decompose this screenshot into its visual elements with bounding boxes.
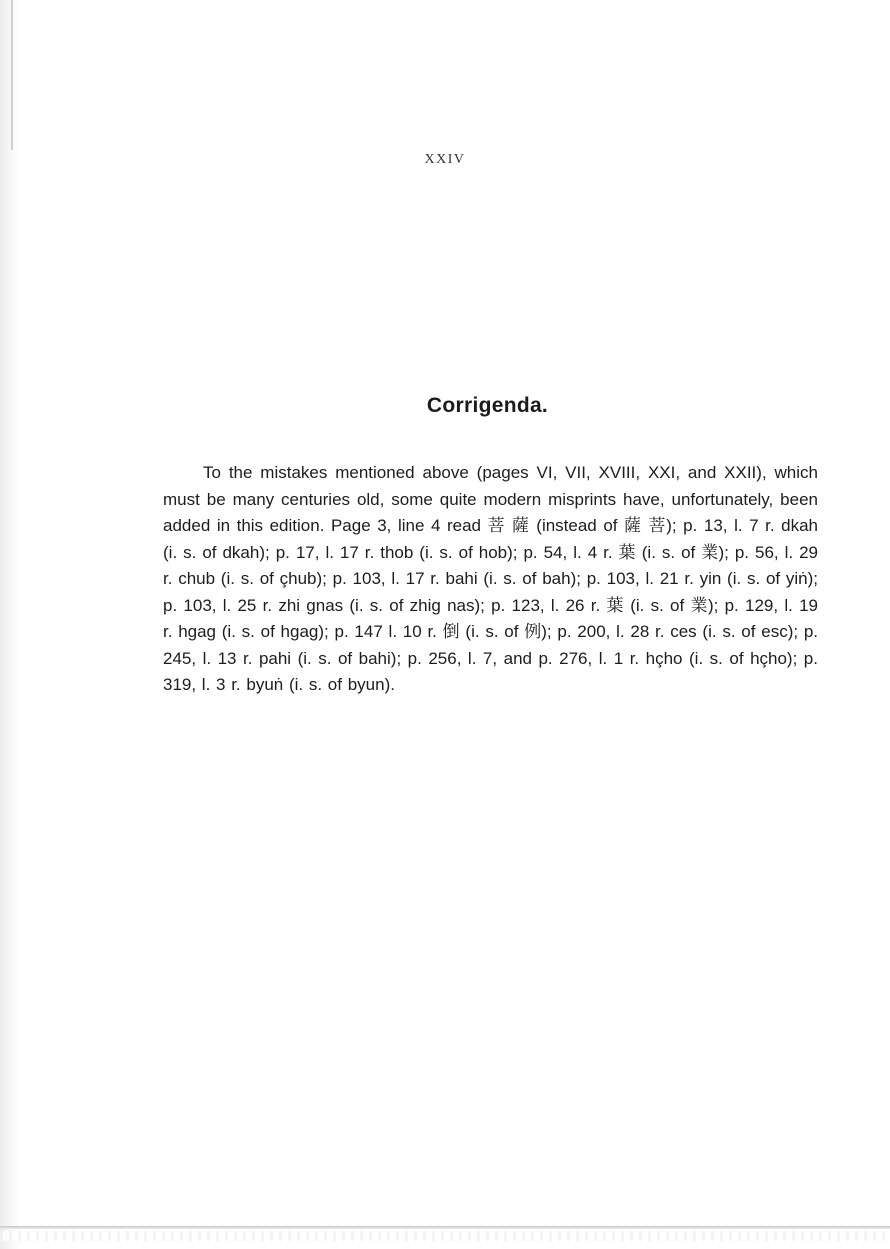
bottom-scan-noise xyxy=(0,1231,890,1241)
corrigenda-paragraph: To the mistakes mentioned above (pages VI, VII, XVIII, XXI, and XXII), which must be many centuries old, some quite modern misprints have, unfortunately, been added in this edition. Page 3, line 4 read 菩 薩 (instead of 薩 菩); p. 13, l. 7 r. dkah (i. s. of dkah); p. 17, l. 17 r. thob (i. s. of hob); p. 54, l. 4 r. 葉 (i. s. of 業); p. 56, l. 29 r. chub (i. s. of çhub); p. 103, l. 17 r. bahi (i. s. of bah); p. 103, l. 21 r. yin (i. s. of yiṅ); p. 103, l. 25 r. zhi gnas (i. s. of zhig nas); p. 123, l. 26 r. 葉 (i. s. of 業); p. 129, l. 19 r. hgag (i. s. of hgag); p. 147 l. 10 r. 倒 (i. s. of 例); p. 200, l. 28 r. ces (i. s. of esc); p. 245, l. 13 r. pahi (i. s. of bahi); p. 256, l. 7, and p. 276, l. 1 r. hçho (i. s. of hçho); p. 319, l. 3 r. byuṅ (i. s. of byun). xyxy=(163,463,818,694)
running-head: XXIV xyxy=(424,152,466,167)
bottom-scan-edge xyxy=(0,1226,890,1229)
section-title: Corrigenda. xyxy=(426,394,549,417)
page-edge-shadow xyxy=(0,0,20,1249)
page-edge-line xyxy=(11,0,13,150)
corrigenda-text xyxy=(163,460,818,699)
